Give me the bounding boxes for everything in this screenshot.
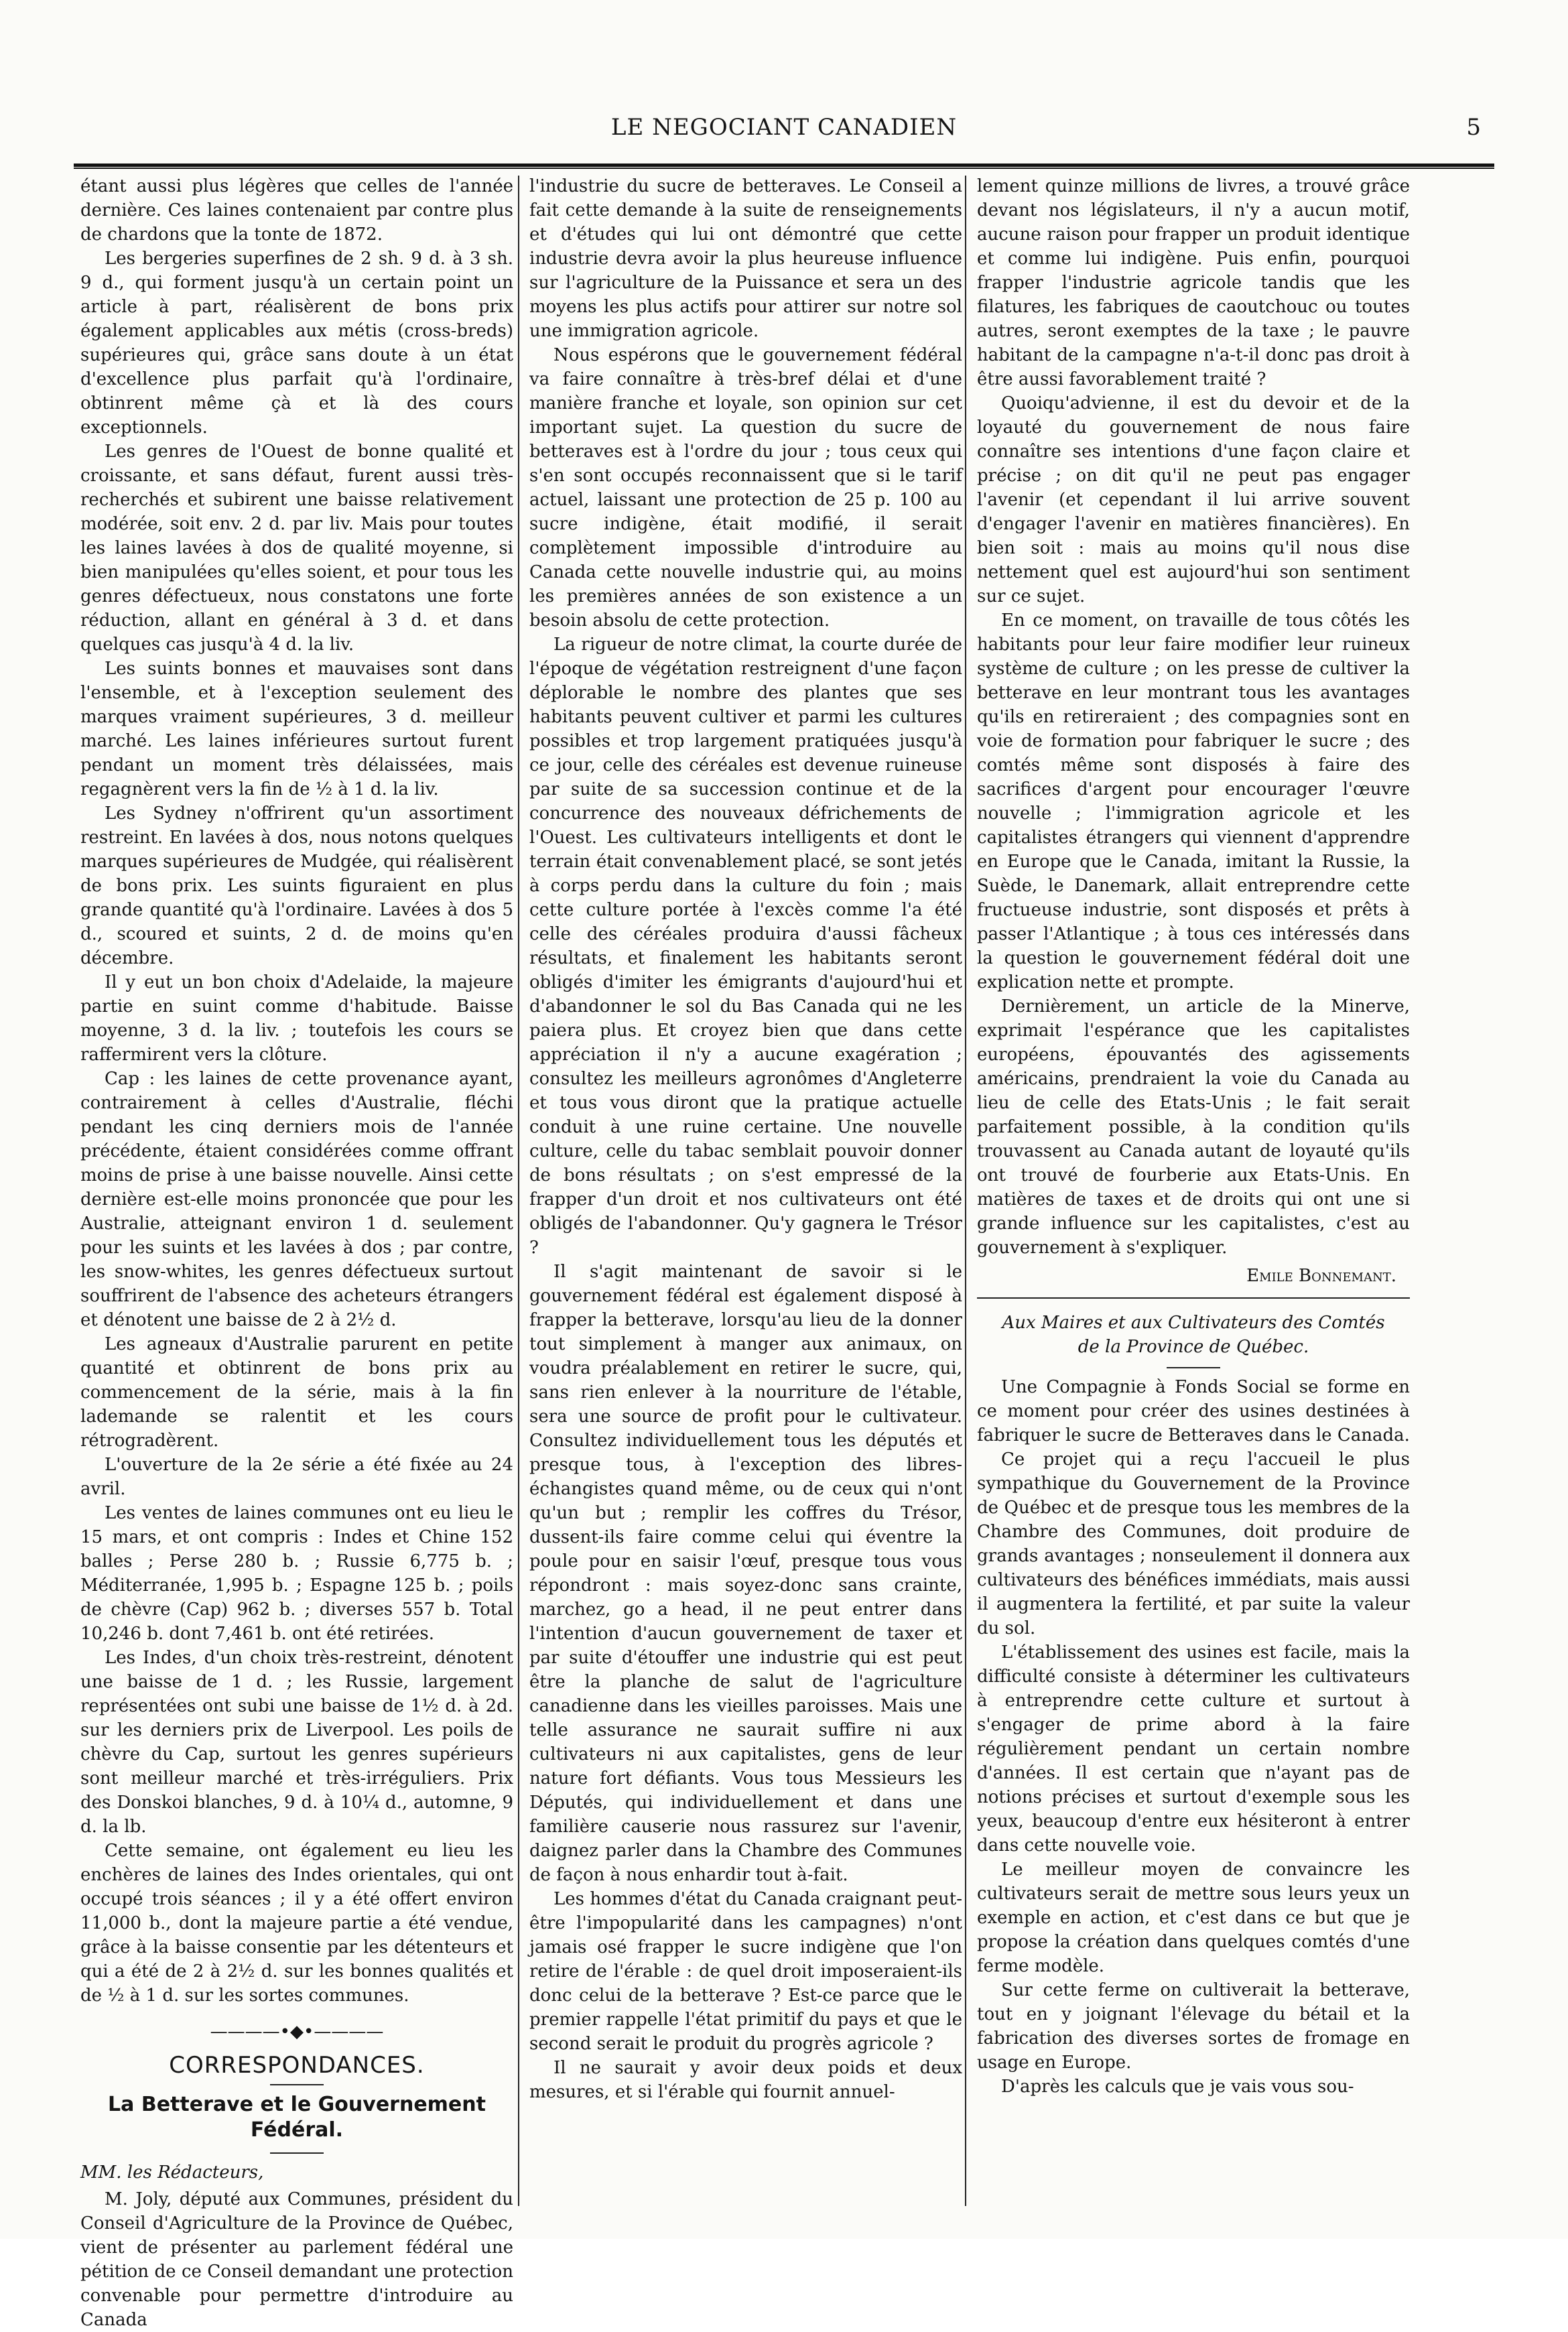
masthead — [74, 114, 1494, 149]
letter-title: La Betterave et le Gouvernement Fédéral. — [108, 2093, 486, 2142]
paragraph: Cette semaine, ont également eu lieu les enchères de laines des Indes orientales, qui ont occupé trois séances ; il y a été offert environ 11,000 b., dont la majeure partie a été vendue, grâce à la baisse consentie par les détenteurs et qui a été de 2 à 2½ d. sur les bonnes qualités et de ½ à 1 d. sur les sortes communes. — [80, 1841, 513, 2006]
short-rule — [270, 2084, 324, 2085]
section-ornament: ————•◆•———— — [210, 2022, 384, 2042]
paragraph: Les Indes, d'un choix très-restreint, dénotent une baisse de 1 d. ; les Russie, largement représentées ont subi une baisse de 1½ d. à 2d. sur les derniers prix de Liverpool. Les poils de chèvre du Cap, surtout les genres supérieurs sont meilleur marché et très-irréguliers. Prix des Donskoi blanches, 9 d. à 10¼ d., automne, 9 d. la lb. — [80, 1648, 513, 1837]
paragraph: Les bergeries superfines de 2 sh. 9 d. à 3 sh. 9 d., qui forment jusqu'à un certain point un article à part, réalisèrent de bons prix également applicables aux métis (cross-breds) supérieures qui, grâce sans doute à un état d'excellence plus parfait qu'à l'ordinaire, obtinrent même çà et là des cours exceptionnels. — [80, 249, 513, 438]
page-number: 5 — [1466, 114, 1481, 141]
paragraph: Ce projet qui a reçu l'accueil le plus sympathique du Gouvernement de la Province de Québec et de presque tous les membres de la Chambre des Communes, doit produire de grands avantages ; nonseulement il donnera aux cultivateurs des bénéfices immédiats, mais aussi il augmentera la fertilité, et par suite la valeur du sol. — [977, 1449, 1410, 1638]
paragraph: En ce moment, on travaille de tous côtés les habitants pour leur faire modifier leur ruineux système de culture ; on les presse de cultiver la betterave en leur montrant tous les avantages qu'ils en retireraient ; des compagnies sont en voie de formation pour fabriquer le sucre ; des comtés même sont disposés à faire des sacrifices d'argent pour encourager l'œuvre nouvelle ; l'immigration agricole et les capitalistes étrangers qui viennent d'apprendre en Europe que le Canada, imitant la Russie, la Suède, le Danemark, allait entreprendre cette fructueuse industrie, sont disposés et prêts à passer l'Atlantique ; à tous ces intéressés dans la question le gouvernement fédéral doit une explication nette et prompte. — [977, 610, 1410, 992]
paragraph: Une Compagnie à Fonds Social se forme en ce moment pour créer des usines destinées à fabriquer le sucre de Betteraves dans le Canada. — [977, 1377, 1410, 1445]
paragraph: Le meilleur moyen de convaincre les cultivateurs serait de mettre sous leurs yeux un exemple en action, et c'est dans ce but que je propose la création dans quelques comtés d'une ferme modèle. — [977, 1860, 1410, 1976]
column-1 — [80, 174, 513, 2330]
paragraph: l'industrie du sucre de betteraves. Le Conseil a fait cette demande à la suite de renseignements et d'études qui lui ont démontré que cette industrie devra avoir la plus heureuse influence sur l'agriculture de la Puissance et sera un des moyens les plus actifs pour attirer sur notre sol une immigration agricole. — [529, 176, 962, 341]
paragraph: Sur cette ferme on cultiverait la betterave, tout en y joignant l'élevage du bétail et la fabrication des diverses sortes de fromage en usage en Europe. — [977, 1980, 1410, 2073]
short-rule — [270, 2152, 324, 2154]
paragraph: Les agneaux d'Australie parurent en petite quantité et obtinrent de bons prix au commencement de la série, mais à la fin lademande se ralentit et les cours rétrogradèrent. — [80, 1334, 513, 1451]
column-2 — [529, 174, 962, 2185]
newspaper-title: LE NEGOCIANT CANADIEN — [610, 114, 958, 141]
paragraph: Nous espérons que le gouvernement fédéral va faire connaître à très-bref délai et d'une manière franche et loyale, son opinion sur cet important sujet. La question du sucre de betteraves est à l'ordre du jour ; tous ceux qui s'en sont occupés reconnaissent que si le tarif actuel, laissant une protection de 25 p. 100 au sucre indigène, était modifié, il serait complètement impossible d'introduire au Canada cette nouvelle industrie qui, au moins les premières années de son existence a un besoin absolu de cette protection. — [529, 345, 962, 631]
paragraph: Il s'agit maintenant de savoir si le gouvernement fédéral est également disposé à frapper la betterave, lorsqu'au lieu de la donner tout simplement à manger aux animaux, on voudra préalablement en retirer le sucre, qui, sans rien enlever à la nourriture de l'étable, sera une source de profit pour le cultivateur. Consultez individuellement tous les députés et presque tous, à l'exception des libres-échangistes quand même, ou de ceux qui n'ont qu'un but ; remplir les coffres du Trésor, dussent-ils faire comme celui qui éventre la poule pour en saisir l'œuf, presque tous vous répondront : mais soyez-donc sans crainte, marchez, go a head, il ne peut entrer dans l'intention d'aucun gouvernement de taxer et par suite d'étouffer une industrie qui est peut être la planche de salut de l'agriculture canadienne dans les vieilles paroisses. Mais une telle assurance ne saurait suffire ni aux cultivateurs ni aux capitalistes, gens de leur nature fort défiants. Vous tous Messieurs les Députés, qui individuellement et dans une familière causerie nous rassurez sur l'avenir, daignez parler dans la Chambre des Communes de façon à nous enhardir tout à-fait. — [529, 1262, 962, 1885]
paragraph: L'établissement des usines est facile, mais la difficulté consiste à déterminer les cultivateurs à entreprendre cette culture et surtout à s'engager de prime abord à la faire régulièrement pendant un certain nombre d'années. Il est certain que n'ayant pas de notions précises et surtout d'exemple sous les yeux, beaucoup d'entre eux hésiteront à entrer dans cette nouvelle voie. — [977, 1642, 1410, 1856]
section-heading: CORRESPONDANCES. — [169, 2052, 425, 2079]
salutation: MM. les Rédacteurs, — [80, 2162, 264, 2183]
paragraph: Il ne saurait y avoir deux poids et deux mesures, et si l'érable qui fournit annuel- — [529, 2058, 962, 2102]
paragraph: Les suints bonnes et mauvaises sont dans l'ensemble, et à l'exception seulement des marques vraiment supérieures, 3 d. meilleur marché. Les laines inférieures surtout furent pendant un moment très délaissées, mais regagnèrent vers la fin de ½ à 1 d. la liv. — [80, 659, 513, 799]
header-rule — [74, 164, 1494, 169]
paragraph: Cap : les laines de cette provenance ayant, contrairement à celles d'Australie, fléchi pendant les cinq derniers mois de l'année précédente, étaient considérées comme offrant moins de prise à une baisse nouvelle. Ainsi cette dernière est-elle moins prononcée que pour les Australie, atteignant environ 1 d. seulement pour les suints et les lavées à dos ; par contre, les snow-whites, les genres défectueux surtout souffrirent de l'absence des acheteurs étrangers et dénotent une baisse de 2 à 2½ d. — [80, 1069, 513, 1330]
column-divider-1 — [518, 176, 519, 2206]
short-rule — [1167, 1367, 1220, 1368]
paragraph: Les genres de l'Ouest de bonne qualité et croissante, et sans défaut, furent aussi très-recherchés et subirent une baisse relativement modérée, soit env. 2 d. par liv. Mais pour toutes les laines lavées à dos de qualité moyenne, si bien manipulées qu'elles soient, et pour tous les genres défectueux, nous constatons une forte réduction, allant en général à 3 d. et dans quelques cas jusqu'à 4 d. la liv. — [80, 442, 513, 655]
paragraph: Quoiqu'advienne, il est du devoir et de la loyauté du gouvernement de nous faire connaître ses intentions d'une façon claire et précise ; on dit qu'il ne peut pas engager l'avenir (et cependant il lui arrive souvent d'engager l'avenir en matières financières). En bien soit : mais au moins qu'il nous dise nettement quel est aujourd'hui son sentiment sur ce sujet. — [977, 393, 1410, 606]
paragraph: Il y eut un bon choix d'Adelaide, la majeure partie en suint comme d'habitude. Baisse moyenne, 3 d. la liv. ; toutefois les cours se raffermirent vers la clôture. — [80, 972, 513, 1065]
paragraph: Les hommes d'état du Canada craignant peut-être l'impopularité dans les campagnes) n'ont jamais osé frapper le sucre indigène que l'on retire de l'érable : de quel droit imposeraient-ils donc celui de la betterave ? Est-ce parce que le premier rappelle l'état primitif du pays et que le second serait le produit du progrès agricole ? — [529, 1889, 962, 2054]
paragraph: Les Sydney n'offrirent qu'un assortiment restreint. En lavées à dos, nous notons quelques marques supérieures de Mudgée, qui réalisèrent de bons prix. Les suints figuraient en plus grande quantité qu'à l'ordinaire. Lavées à dos 5 d., scoured et suints, 2 d. de moins qu'en décembre. — [80, 803, 513, 968]
paragraph: étant aussi plus légères que celles de l'année dernière. Ces laines contenaient par contre plus de chardons que la tonte de 1872. — [80, 176, 513, 245]
paragraph: Les ventes de laines communes ont eu lieu le 15 mars, et ont compris : Indes et Chine 152 balles ; Perse 280 b. ; Russie 6,775 b. ; Méditerranée, 1,995 b. ; Espagne 125 b. ; poils de chèvre (Cap) 962 b. ; diverses 557 b. Total 10,246 b. dont 7,461 b. ont été retirées. — [80, 1503, 513, 1644]
article-divider — [977, 1297, 1410, 1299]
column-divider-2 — [965, 176, 966, 2206]
paragraph: La rigueur de notre climat, la courte durée de l'époque de végétation restreignent d'une façon déplorable le nombre des plantes que ses habitants peuvent cultiver et parmi les cultures possibles et trop largement pratiquées jusqu'à ce jour, celle des céréales est devenue ruineuse par suite de sa succession continue et de la concurrence des nouveaux défrichements de l'Ouest. Les cultivateurs intelligents et dont le terrain était convenablement placé, se sont jetés à corps perdu dans la culture du foin ; mais cette culture portée à l'excès comme l'a été celle des céréales produira d'aussi fâcheux résultats, et finalement les habitants seront obligés d'imiter les émigrants d'aujourd'hui et d'abandonner le sol du Bas Canada qui ne les paiera plus. Et croyez bien que dans cette appréciation il n'y a aucune exagération ; consultez les meilleurs agronômes d'Angleterre et tous vous diront que la pratique actuelle conduit à une ruine certaine. Une nouvelle culture, celle du tabac semblait pouvoir donner de bons résultats ; on s'est empressé de la frapper d'un droit et nos cultivateurs ont été obligés de l'abandonner. Qu'y gagnera le Trésor ? — [529, 635, 962, 1258]
author-signature: Emile Bonnemant. — [1246, 1266, 1396, 1286]
paragraph: M. Joly, député aux Communes, président du Conseil d'Agriculture de la Province de Québec, vient de présenter au parlement fédéral une pétition de ce Conseil demandant une protection convenable pour permettre d'introduire au Canada — [80, 2189, 513, 2330]
article-subhead: Aux Maires et aux Cultivateurs des Comtés de la Province de Québec. — [1002, 1313, 1385, 1357]
column-3 — [977, 174, 1410, 2185]
paragraph: L'ouverture de la 2e série a été fixée au 24 avril. — [80, 1455, 513, 1499]
paragraph: D'après les calculs que je vais vous sou- — [1001, 2077, 1354, 2097]
paragraph: lement quinze millions de livres, a trouvé grâce devant nos législateurs, il n'y a aucun motif, aucune raison pour frapper un produit identique et comme lui indigène. Puis enfin, pourquoi frapper l'industrie agricole tandis que les filatures, les fabriques de caoutchouc ou toutes autres, seront exemptes de la taxe ; le pauvre habitant de la campagne n'a-t-il donc pas droit à être aussi favorablement traité ? — [977, 176, 1410, 389]
paragraph: Dernièrement, un article de la Minerve, exprimait l'espérance que les capitalistes européens, épouvantés des agissements américains, prendraient la voie du Canada au lieu de celle des Etats-Unis ; le fait serait parfaitement possible, à la condition qu'ils trouvassent au Canada autant de loyauté qu'ils ont trouvé de fourberie aux Etats-Unis. En matières de taxes et de droits qui ont une si grande influence sur les capitalistes, c'est au gouvernement à s'expliquer. — [977, 996, 1410, 1258]
